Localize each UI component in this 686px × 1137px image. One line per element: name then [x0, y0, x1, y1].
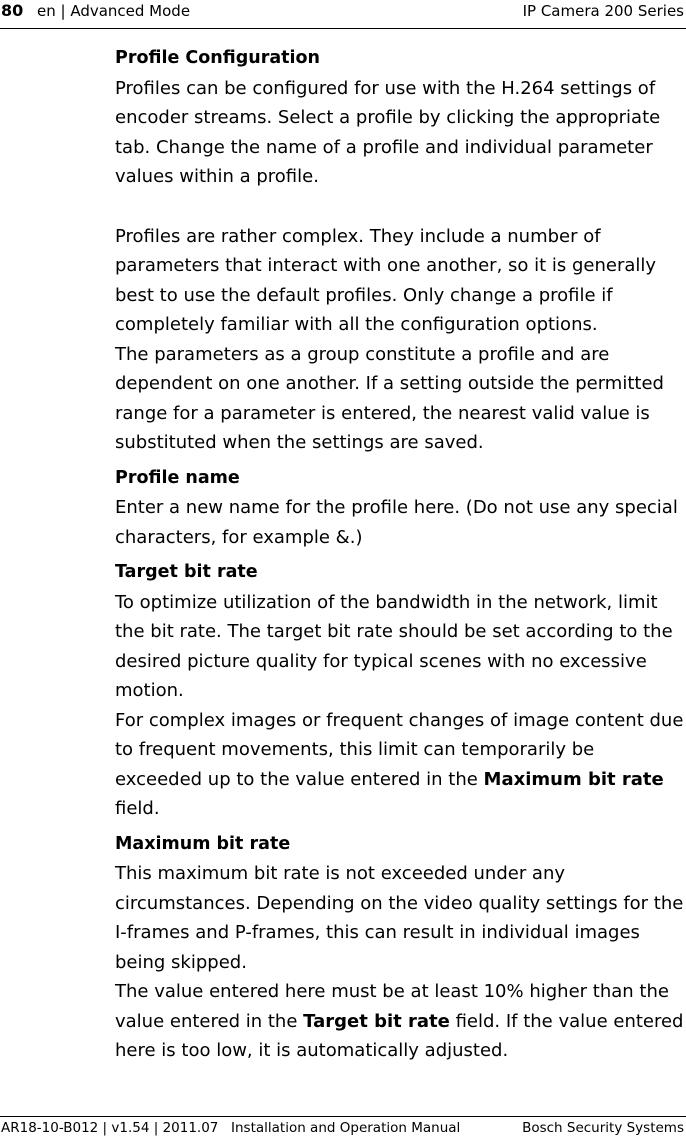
target-bit-rate-paragraph-2: For complex images or frequent changes of image content due to frequent movements, this limit can temporarily be exceeded up to the value entered in the Maximum bit rate field. — [115, 709, 684, 819]
profile-configuration-heading: Profile Configuration — [115, 48, 320, 68]
target-bit-rate-paragraph-1: To optimize utilization of the bandwidth in the network, limit the bit rate. The target bit rate should be set according to the desired picture quality for typical scenes with no excessive motion. — [115, 591, 673, 701]
maximum-bit-rate-paragraph-1: This maximum bit rate is not exceeded under any circumstances. Depending on the video quality settings for the I-frames and P-frames, this can result in individual images being skipped. — [115, 863, 684, 973]
maximum-bit-rate-heading: Maximum bit rate — [115, 833, 291, 854]
profile-configuration-paragraph-3: The parameters as a group constitute a profile and are dependent on one another. If a setting outside the permitted range for a parameter is entered, the nearest valid value is substituted when the settings are saved. — [115, 343, 664, 453]
maximum-bit-rate-reference: Maximum bit rate — [483, 768, 664, 790]
page-header — [0, 0, 686, 29]
profile-configuration-section — [115, 44, 685, 458]
page-content — [115, 44, 685, 1066]
maximum-bit-rate-section — [115, 830, 685, 1066]
page-number: 80 — [1, 1, 24, 20]
profile-name-section — [115, 464, 685, 553]
maximum-bit-rate-paragraph-2: The value entered here must be at least 10% higher than the value entered in the Target bit rate field. If the value entered here is too low, it is automatically adjusted. — [115, 981, 684, 1061]
company-name: Bosch Security Systems — [522, 1120, 684, 1136]
target-bit-rate-reference: Target bit rate — [303, 1010, 450, 1032]
target-bit-rate-section — [115, 558, 685, 824]
profile-configuration-paragraph-1: Profiles can be configured for use with the H.264 settings of encoder streams. Select a profile by clicking the appropriate tab. Change the name of a profile and individual parameter values within a profile. — [115, 77, 661, 187]
profile-name-heading: Profile name — [115, 467, 240, 488]
profile-configuration-paragraph-2: Profiles are rather complex. They include a number of parameters that interact with one another, so it is generally best to use the default profiles. Only change a profile if completely familiar with all the configuration options. — [115, 225, 657, 335]
manual-title: Installation and Operation Manual — [231, 1120, 461, 1136]
page-footer — [0, 1116, 686, 1137]
target-bit-rate-heading: Target bit rate — [115, 562, 258, 582]
document-id: AR18-10-B012 | v1.54 | 2011.07 — [1, 1120, 219, 1136]
profile-name-paragraph: Enter a new name for the profile here. (Do not use any special characters, for example &.) — [115, 497, 678, 548]
document-title: IP Camera 200 Series — [522, 2, 684, 20]
section-label: en | Advanced Mode — [37, 2, 191, 20]
